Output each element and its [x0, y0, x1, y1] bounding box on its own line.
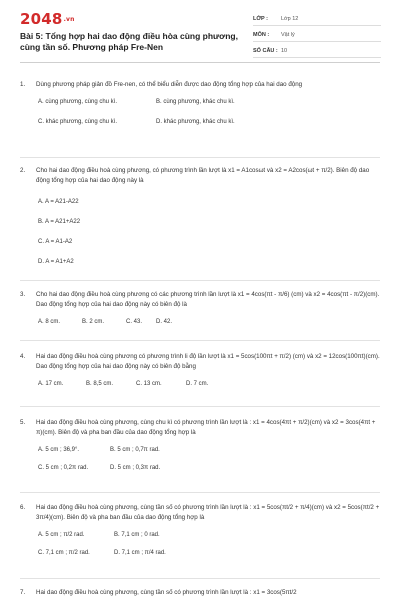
option-a[interactable]: A. 8 cm.	[38, 319, 61, 325]
meta-value: 10	[281, 47, 288, 54]
question-5	[20, 418, 382, 474]
meta-key: LỚP :	[253, 15, 268, 22]
question-text: Hai dao động điều hoà cùng phương, cùng tần số có phương trình lần lượt là : x1 = 3cos(5πt/2	[36, 589, 297, 596]
question-text: Dùng phương pháp giản đồ Fre-nen, có thể biểu diễn được dao động tổng hợp của hai dao động	[36, 81, 303, 88]
meta-row-class	[253, 12, 381, 26]
option-b[interactable]: B. 2 cm.	[82, 319, 105, 325]
option-d[interactable]: D. khác phương, khác chu kì.	[156, 119, 235, 125]
option-d[interactable]: D. 7 cm.	[186, 381, 209, 387]
question-number: 4.	[20, 353, 26, 360]
site-logo[interactable]	[20, 10, 75, 28]
question-divider	[20, 578, 380, 579]
page-header	[0, 0, 400, 62]
question-7	[20, 588, 382, 598]
options	[38, 444, 382, 474]
option-d[interactable]: D. 7,1 cm ; π/4 rad.	[114, 550, 166, 556]
options	[38, 529, 382, 559]
question-number: 5.	[20, 419, 26, 426]
question-1	[20, 80, 382, 128]
header-divider	[20, 62, 380, 63]
option-c[interactable]: C. khác phương, cùng chu kì.	[38, 119, 117, 125]
option-c[interactable]: C. 13 cm.	[136, 381, 162, 387]
meta-key: MÔN :	[253, 31, 270, 38]
question-number: 1.	[20, 81, 26, 88]
option-d[interactable]: D. 42.	[156, 319, 173, 325]
option-b[interactable]: B. A = A21+A22	[38, 219, 81, 225]
logo-text: 2048	[20, 10, 63, 28]
option-d[interactable]: D. A = A1+A2	[38, 259, 74, 265]
question-divider	[20, 340, 380, 341]
question-3	[20, 290, 382, 328]
meta-value: Lớp 12	[281, 15, 299, 22]
meta-key: SỐ CÂU :	[253, 47, 278, 54]
logo-suffix: .vn	[63, 16, 75, 23]
options	[38, 96, 382, 128]
question-4	[20, 352, 382, 390]
option-b[interactable]: B. 5 cm ; 0,7π rad.	[110, 447, 160, 453]
options	[38, 316, 382, 328]
question-6	[20, 503, 382, 559]
options	[38, 192, 382, 272]
meta-table	[253, 12, 381, 60]
option-a[interactable]: A. 5 cm ; π/2 rad.	[38, 532, 85, 538]
question-number: 3.	[20, 291, 26, 298]
option-d[interactable]: D. 5 cm ; 0,3π rad.	[110, 465, 161, 471]
question-text: Cho hai dao động điều hoà cùng phương, có phương trình lần lượt là x1 = A1cosωt và x2 = A2cos(ωt + π/2). Biên độ dao động tổng hợp của hai dao động này là	[36, 167, 370, 184]
options	[38, 378, 382, 390]
question-divider	[20, 492, 380, 493]
option-a[interactable]: A. cùng phương, cùng chu kì.	[38, 99, 117, 105]
meta-row-subject	[253, 28, 381, 42]
question-divider	[20, 280, 380, 281]
option-a[interactable]: A. 5 cm ; 36,9°.	[38, 447, 80, 453]
option-a[interactable]: A. 17 cm.	[38, 381, 64, 387]
meta-value: Vật lý	[281, 31, 295, 38]
question-text: Cho hai dao động điều hoà cùng phương có các phương trình lần lượt là x1 = 4cos(πt - π/6) (cm) và x2 = 4cos(πt - π/2)(cm). Dao động tổng hợp của hai dao động này có biên độ là	[36, 291, 380, 308]
question-divider	[20, 157, 380, 158]
question-2	[20, 166, 382, 272]
option-c[interactable]: C. 7,1 cm ; π/2 rad.	[38, 550, 90, 556]
question-text: Hai dao động điều hoà cùng phương có phương trình li độ lần lượt là x1 = 5cos(100πt + π/2) (cm) và x2 = 12cos(100πt)(cm). Dao động tổng hợp của hai dao động này có biên độ bằng	[36, 353, 380, 370]
question-text: Hai dao động điều hoà cùng phương, cùng tần số có phương trình lần lượt là : x1 = 5cos(πt/2 + π/4)(cm) và x2 = 5cos(πt/2 + 3π/4)(cm). Biên độ và pha ban đầu của dao động tổng hợp là	[36, 504, 380, 521]
question-text: Hai dao động điều hoà cùng phương, cùng chu kì có phương trình lần lượt là : x1 = 4cos(4πt + π/2)(cm) và x2 = 3cos(4πt + π)(cm). Biên độ và pha ban đầu của dao động tổng hợp là	[36, 419, 376, 436]
question-number: 6.	[20, 504, 26, 511]
question-number: 2.	[20, 167, 26, 174]
option-a[interactable]: A. A = A21-A22	[38, 199, 79, 205]
meta-row-count	[253, 44, 381, 58]
option-c[interactable]: C. 5 cm ; 0,2π rad.	[38, 465, 89, 471]
question-divider	[20, 406, 380, 407]
option-b[interactable]: B. 7,1 cm ; 0 rad.	[114, 532, 160, 538]
question-number: 7.	[20, 589, 26, 596]
option-c[interactable]: C. 43.	[126, 319, 143, 325]
page-title: Bài 5: Tổng hợp hai dao động điều hòa cùng phương, cùng tần số. Phương pháp Fre-Nen	[20, 31, 238, 52]
option-b[interactable]: B. cùng phương, khác chu kì.	[156, 99, 235, 105]
option-b[interactable]: B. 8,5 cm.	[86, 381, 114, 387]
option-c[interactable]: C. A = A1-A2	[38, 239, 73, 245]
